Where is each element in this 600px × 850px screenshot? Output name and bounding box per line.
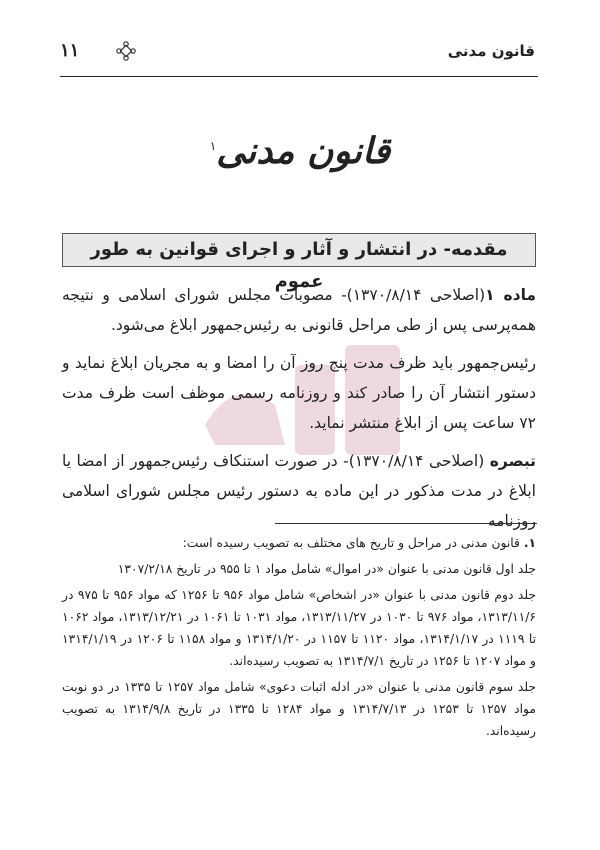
- footnote-volume-1: جلد اول قانون مدنی با عنوان «در اموال» شامل مواد ۱ تا ۹۵۵ در تاریخ ۱۳۰۷/۲/۱۸: [117, 562, 536, 576]
- note-label: تبصره: [489, 452, 536, 470]
- article-1: [62, 280, 536, 340]
- footnote-1: [62, 532, 536, 554]
- section-heading: مقدمه- در انتشار و آثار و اجرای قوانین به طور عموم: [62, 233, 536, 267]
- footnote-volume-3: جلد سوم قانون مدنی با عنوان «در ادله اثبات دعوی» شامل مواد ۱۲۵۷ تا ۱۳۳۵ در دو نوبت مواد ۱۲۵۷ تا ۱۲۵۳ در ۱۳۱۴/۷/۱۳ و مواد ۱۲۸۴ تا ۱۳۳۵ در تاریخ ۱۳۱۴/۹/۸ به تصویب رسیده‌اند.: [62, 680, 536, 738]
- footnotes: [62, 532, 536, 746]
- article-1-text: (اصلاحی ۱۳۷۰/۸/۱۴)- مصوبات مجلس شورای اسلامی و نتیجه همه‌پرسی پس از طی مراحل قانونی به رئیس‌جمهور ابلاغ می‌شود.: [62, 286, 536, 334]
- diamond-ornament-icon: [115, 40, 137, 62]
- footnote-1-marker: ۱.: [523, 536, 536, 550]
- article-1-label: ماده ۱: [485, 286, 536, 304]
- page-number: ۱۱: [60, 40, 80, 61]
- header-divider: [60, 76, 538, 77]
- page-title-text: قانون مدنی: [216, 130, 391, 172]
- footnote-1-text: قانون مدنی در مراحل و تاریخ های مختلف به تصویب رسیده است:: [182, 536, 524, 550]
- running-header: [60, 40, 535, 68]
- body-text: [62, 280, 536, 544]
- note-text: (اصلاحی ۱۳۷۰/۸/۱۴)- در صورت استنکاف رئیس‌جمهور از امضا یا ابلاغ در مدت مذکور در این ماده به دستور رئیس مجلس شورای اسلامی روزنامه: [62, 452, 536, 530]
- footnote-volume-2: جلد دوم قانون مدنی با عنوان «در اشخاص» شامل مواد ۹۵۶ تا ۱۲۵۶ که مواد ۹۵۶ تا ۹۷۵ در ۱۳۱۳/۱۱/۶، مواد ۹۷۶ تا ۱۰۳۰ در ۱۳۱۳/۱۱/۲۷، مواد ۱۰۳۱ تا ۱۰۶۱ در ۱۳۱۳/۱۲/۲۱، مواد ۱۰۶۲ تا ۱۱۱۹ در ۱۳۱۴/۱/۱۷، مواد ۱۱۲۰ تا ۱۱۵۷ در ۱۳۱۴/۱/۲۰ و مواد ۱۱۵۸ تا ۱۲۰۶ در ۱۳۱۴/۱/۱۹ و مواد ۱۲۰۷ تا ۱۲۵۶ در تاریخ ۱۳۱۴/۷/۱ به تصویب رسیده‌اند.: [62, 588, 537, 668]
- page-title: [0, 130, 600, 172]
- footnote-divider: [275, 523, 537, 524]
- running-title: قانون مدنی: [447, 42, 535, 60]
- title-footnote-marker: ۱: [209, 139, 217, 153]
- article-1-paragraph-2: رئیس‌جمهور باید ظرف مدت پنج روز آن را امضا و به مجریان ابلاغ نماید و دستور انتشار آن را صادر کند و روزنامه رسمی موظف است ظرف مدت ۷۲ ساعت پس از ابلاغ منتشر نماید.: [62, 354, 536, 432]
